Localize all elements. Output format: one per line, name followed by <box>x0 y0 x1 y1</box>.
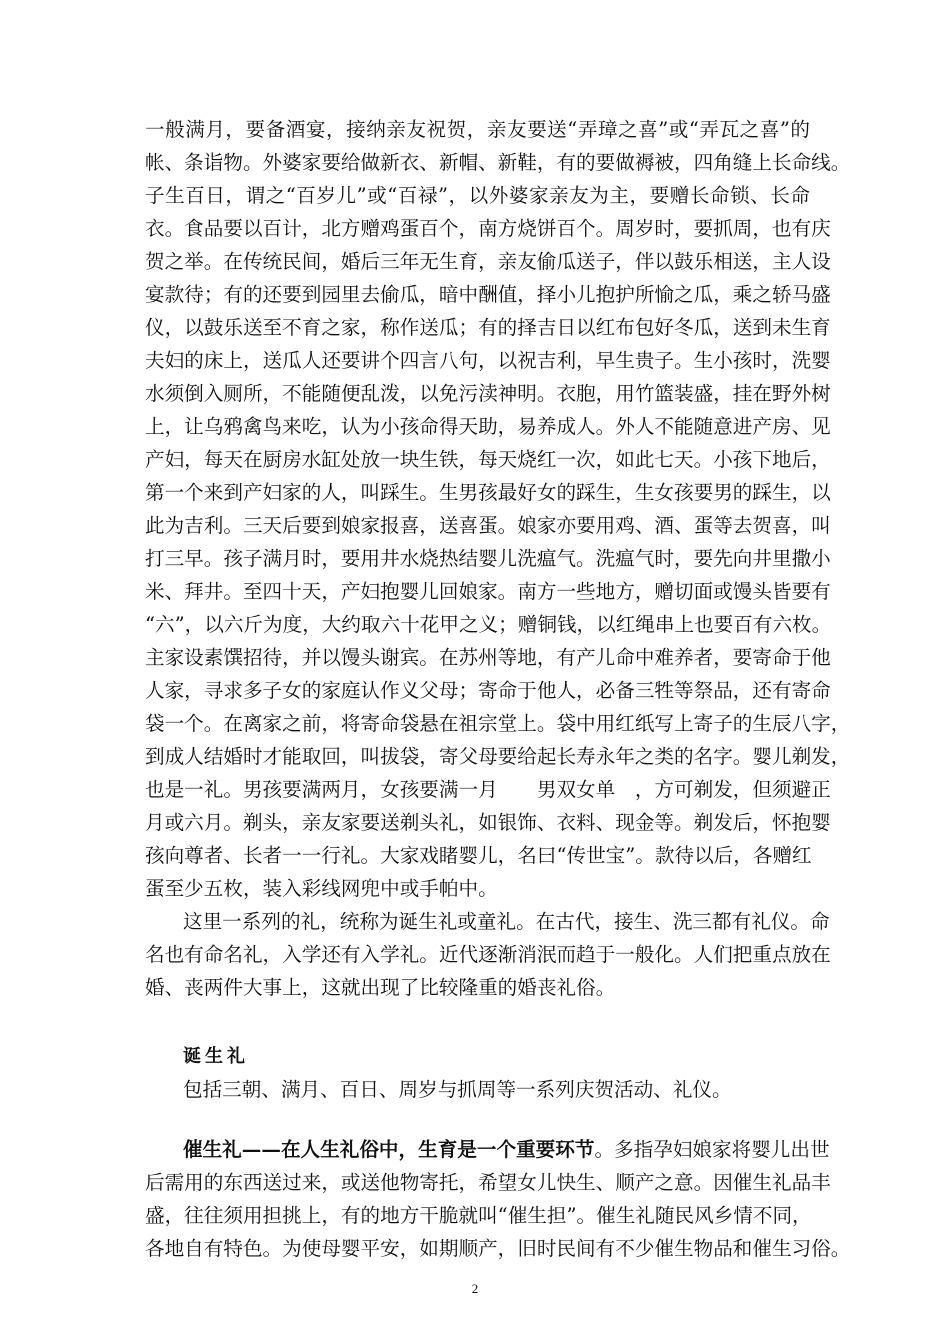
paragraph-line: 婚、丧两件大事上，这就出现了比较隆重的婚丧礼俗。 <box>145 976 616 999</box>
paragraph-line: 蛋至少五枚，装入彩线网兜中或手帕中。 <box>145 877 498 900</box>
paragraph-line: 月或六月。剃头，亲友家要送剃头礼，如银饰、衣料、现金等。剃发后，怀抱婴 <box>145 811 831 834</box>
paragraph-line: 子生百日，谓之“百岁儿”或“百禄”，以外婆家亲友为主，要赠长命锁、长命 <box>145 184 810 207</box>
paragraph-line: 人家，寻求多子女的家庭认作义父母；寄命于他人，必备三牲等祭品，还有寄命 <box>145 679 831 702</box>
paragraph-line: 袋一个。在离家之前，将寄命袋悬在祖宗堂上。袋中用红纸写上寄子的生辰八字， <box>145 712 851 735</box>
paragraph-line: 也是一礼。男孩要满两月，女孩要满一月 男双女单 ，方可剃发，但须避正 <box>145 778 831 801</box>
paragraph-line: 到成人结婚时才能取回，叫拔袋，寄父母要给起长寿永年之类的名字。婴儿剃发， <box>145 745 851 768</box>
paragraph-line: 帐、条诣物。外婆家要给做新衣、新帽、新鞋，有的要做褥被，四角缝上长命线。 <box>145 151 851 174</box>
paragraph-line: 此为吉利。三天后要到娘家报喜，送喜蛋。娘家亦要用鸡、酒、蛋等去贺喜，叫 <box>145 514 831 537</box>
paragraph-line: 主家设素馔招待，并以馒头谢宾。在苏州等地，有产儿命中难养者，要寄命于他 <box>145 646 831 669</box>
paragraph-line: 仪，以鼓乐送至不育之家，称作送瓜；有的择吉日以红布包好冬瓜，送到未生育 <box>145 316 831 339</box>
section-heading: 诞生礼 <box>183 1046 249 1067</box>
bold-lead-text: 催生礼——在人生礼俗中，生育是一个重要环节 <box>183 1138 595 1161</box>
paragraph-line: 贺之举。在传统民间，婚后三年无生育，亲友偷瓜送子，伴以鼓乐相送，主人设 <box>145 250 831 273</box>
paragraph-line: 产妇，每天在厨房水缸处放一块生铁，每天烧红一次，如此七天。小孩下地后， <box>145 448 831 471</box>
paragraph-line: 水须倒入厕所，不能随便乱泼，以免污渎神明。衣胞，用竹篮装盛，挂在野外树 <box>145 382 831 405</box>
paragraph-line: 名也有命名礼，入学还有入学礼。近代逐渐消泯而趋于一般化。人们把重点放在 <box>145 943 831 966</box>
paragraph-line: 后需用的东西送过来，或送他物寄托，希望女儿快生、顺产之意。因催生礼品丰 <box>145 1171 831 1194</box>
paragraph-line: 第一个来到产妇家的人，叫踩生。生男孩最好女的踩生，生女孩要男的踩生，以 <box>145 481 831 504</box>
paragraph-line: 各地自有特色。为使母婴平安，如期顺产，旧时民间有不少催生物品和催生习俗。 <box>145 1237 851 1260</box>
paragraph-line: 这里一系列的礼，统称为诞生礼或童礼。在古代，接生、洗三都有礼仪。命 <box>183 910 830 933</box>
section-summary: 包括三朝、满月、百日、周岁与抓周等一系列庆贺活动、礼仪。 <box>183 1078 732 1101</box>
paragraph-line: 盛，往往须用担挑上，有的地方干脆就叫“催生担”。催生礼随民风乡情不同， <box>145 1204 812 1227</box>
paragraph-line: 孩向尊者、长者一一行礼。大家戏睹婴儿，名曰“传世宝”。款待以后，各赠红 <box>145 844 812 867</box>
paragraph-line: 衣。食品要以百计，北方赠鸡蛋百个，南方烧饼百个。周岁时，要抓周，也有庆 <box>145 217 831 240</box>
paragraph-line: 米、拜井。至四十天，产妇抱婴儿回娘家。南方一些地方，赠切面或馒头皆要有 <box>145 580 831 603</box>
paragraph-line: 上，让乌鸦禽鸟来吃，认为小孩命得天助，易养成人。外人不能随意进产房、见 <box>145 415 831 438</box>
page-number: 2 <box>471 1281 479 1296</box>
paragraph-line: 一般满月，要备酒宴，接纳亲友祝贺，亲友要送“弄璋之喜”或“弄瓦之喜”的 <box>145 118 810 141</box>
paragraph-line-rest: 。多指孕妇娘家将婴儿出世 <box>594 1138 830 1161</box>
paragraph-line: 宴款待；有的还要到园里去偷瓜，暗中酬值，择小儿抱护所愉之瓜，乘之轿马盛 <box>145 283 831 306</box>
paragraph-line: 打三早。孩子满月时，要用井水烧热结婴儿洗瘟气。洗瘟气时，要先向井里撒小 <box>145 547 831 570</box>
paragraph-line: “六”，以六斤为度，大约取六十花甲之义；赠铜钱，以红绳串上也要百有六枚。 <box>145 613 832 636</box>
paragraph-line: 夫妇的床上，送瓜人还要讲个四言八句，以祝吉利，早生贵子。生小孩时，洗婴 <box>145 349 831 372</box>
paragraph-line <box>183 1133 830 1166</box>
